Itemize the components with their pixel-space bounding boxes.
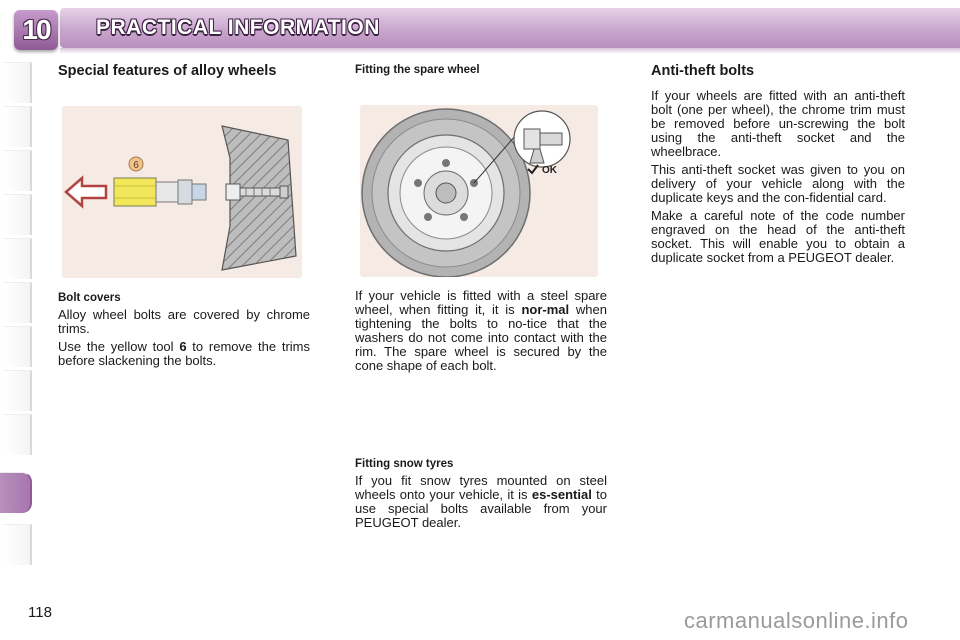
chapter-tab-2[interactable] — [4, 106, 32, 147]
section-heading-alloy-wheels: Special features of alloy wheels — [58, 63, 277, 79]
chapter-tab-8[interactable] — [4, 370, 32, 411]
chapter-tab-9[interactable] — [4, 414, 32, 455]
ok-label: OK — [542, 165, 557, 176]
column-alloy-wheels — [58, 60, 310, 79]
snow-tyres-heading: Fitting snow tyres — [355, 458, 454, 470]
chapter-tab-1[interactable] — [4, 62, 32, 103]
page-header — [0, 0, 960, 58]
chapter-tabs — [0, 62, 34, 572]
anti-theft-paragraph-1: If your wheels are fitted with an anti-theft bolt (one per wheel), the chrome trim must be removed before un-screwing the bolt using the anti-theft socket and the wheelbrace. — [651, 88, 905, 159]
bolt-cover-illustration — [62, 106, 302, 278]
chapter-tab-11[interactable] — [4, 524, 32, 565]
section-heading-anti-theft-bolts: Anti-theft bolts — [651, 63, 755, 79]
snow-tyres-section — [355, 457, 607, 534]
column-spare-wheel — [355, 60, 607, 77]
check-icon — [528, 165, 538, 173]
chapter-number-badge: 10 — [14, 10, 58, 50]
page-number: 118 — [28, 604, 52, 621]
chapter-tab-4[interactable] — [4, 194, 32, 235]
chapter-tab-6[interactable] — [4, 282, 32, 323]
spare-wheel-illustration — [360, 105, 598, 277]
chapter-tab-7[interactable] — [4, 326, 32, 367]
chapter-tab-10-active[interactable] — [0, 472, 32, 513]
spare-wheel-paragraph: If your vehicle is fitted with a steel spare wheel, when fitting it, it is nor-mal when tightening the bolts to no-tice that the washers do not come into contact with the rim. The spare wheel is secured by the cone shape of each bolt. — [355, 288, 607, 373]
bolt-covers-heading: Bolt covers — [58, 292, 121, 304]
yellow-tool — [114, 178, 156, 206]
section-heading-spare-wheel: Fitting the spare wheel — [355, 64, 480, 76]
callout-number: 6 — [133, 160, 139, 171]
watermark: carmanualsonline.info — [684, 608, 909, 633]
bolt-covers-section — [58, 291, 310, 372]
snow-tyres-paragraph: If you fit snow tyres mounted on steel wheels onto your vehicle, it is es-sential to use special bolts available from your PEUGEOT dealer. — [355, 473, 607, 530]
bolt-covers-paragraph-2: Use the yellow tool 6 to remove the trims before slackening the bolts. — [58, 339, 310, 368]
chapter-tab-5[interactable] — [4, 238, 32, 279]
anti-theft-paragraph-2: This anti-theft socket was given to you on delivery of your vehicle along with the duplicate keys and the con-fidential card. — [651, 162, 905, 205]
chapter-tab-3[interactable] — [4, 150, 32, 191]
page-title: PRACTICAL INFORMATION — [96, 16, 380, 39]
column-anti-theft-bolts — [651, 60, 905, 269]
anti-theft-paragraph-3: Make a careful note of the code number engraved on the head of the anti-theft socket. This will enable you to obtain a duplicate socket from a PEUGEOT dealer. — [651, 208, 905, 265]
removal-arrow-icon — [66, 178, 106, 206]
spare-wheel-text — [355, 289, 607, 377]
bolt-covers-paragraph-1: Alloy wheel bolts are covered by chrome trims. — [58, 307, 310, 336]
